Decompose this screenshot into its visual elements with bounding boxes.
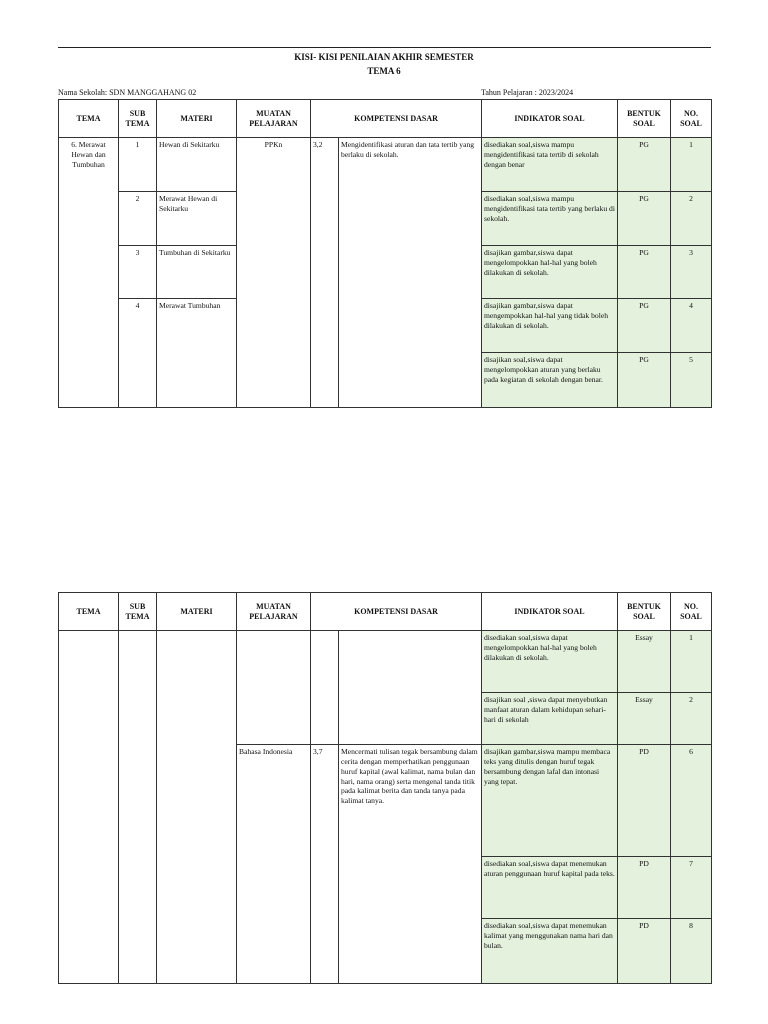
subtema-num: 3 [119, 246, 157, 299]
muatan-cell: PPKn [237, 138, 311, 408]
nomor-soal-cell: 6 [671, 745, 712, 857]
materi-cell: Hewan di Sekitarku [157, 138, 237, 192]
col-header-materi: MATERI [157, 100, 237, 138]
document-subtitle: TEMA 6 [367, 66, 401, 76]
nomor-soal-cell: 1 [671, 138, 712, 192]
nomor-soal-cell: 7 [671, 857, 712, 919]
subtema-num: 4 [119, 299, 157, 408]
col-header-kd: KOMPETENSI DASAR [311, 100, 482, 138]
tema-cell: 6. Merawat Hewan dan Tumbuhan [59, 138, 119, 408]
col-header-subtema: SUB TEMA [119, 593, 157, 631]
school-year: Tahun Pelajaran : 2023/2024 [481, 88, 574, 97]
col-header-muatan: MUATAN PELAJARAN [237, 593, 311, 631]
nomor-soal-cell: 8 [671, 919, 712, 984]
materi-cell [157, 631, 237, 984]
kd-text [339, 631, 482, 745]
col-header-indikator: INDIKATOR SOAL [482, 593, 618, 631]
col-header-subtema: SUB TEMA [119, 100, 157, 138]
kisi-table-2 [58, 592, 712, 984]
kd-number [311, 631, 339, 745]
col-header-kd: KOMPETENSI DASAR [311, 593, 482, 631]
table-row [59, 138, 712, 192]
indikator-cell: disajikan gambar,siswa dapat mengelompokkan hal-hal yang boleh dilakukan di sekolah. [482, 246, 618, 299]
subtema-num: 2 [119, 192, 157, 246]
bentuk-soal-cell: PG [618, 353, 671, 408]
bentuk-soal-cell: PG [618, 138, 671, 192]
muatan-cell [237, 631, 311, 745]
indikator-cell: disediakan soal,siswa dapat menemukan aturan penggunaan huruf kapital pada teks. [482, 857, 618, 919]
materi-cell: Merawat Hewan di Sekitarku [157, 192, 237, 246]
nomor-soal-cell: 1 [671, 631, 712, 693]
nomor-soal-cell: 2 [671, 192, 712, 246]
col-header-indikator: INDIKATOR SOAL [482, 100, 618, 138]
kd-number: 3,7 [311, 745, 339, 984]
col-header-tema: TEMA [59, 593, 119, 631]
indikator-cell: disajikan gambar,siswa mampu membaca teks yang ditulis dengan huruf tegak bersambung dengan lafal dan intonasi yang tepat. [482, 745, 618, 857]
top-rule [58, 47, 711, 48]
table-header-row [59, 100, 712, 138]
indikator-cell: disediakan soal,siswa mampu mengidentifikasi tata tertib di sekolah dengan benar [482, 138, 618, 192]
col-header-tema: TEMA [59, 100, 119, 138]
nomor-soal-cell: 2 [671, 693, 712, 745]
nomor-soal-cell: 5 [671, 353, 712, 408]
nomor-soal-cell: 4 [671, 299, 712, 353]
indikator-cell: disediakan soal,siswa dapat menemukan kalimat yang menggunakan nama hari dan bulan. [482, 919, 618, 984]
col-header-bentuk: BENTUK SOAL [618, 593, 671, 631]
nomor-soal-cell: 3 [671, 246, 712, 299]
bentuk-soal-cell: PG [618, 299, 671, 353]
bentuk-soal-cell: PD [618, 919, 671, 984]
indikator-cell: disediakan soal,siswa mampu mengidentifikasi tata tertib yang berlaku di sekolah. [482, 192, 618, 246]
col-header-bentuk: BENTUK SOAL [618, 100, 671, 138]
subtema-num: 1 [119, 138, 157, 192]
indikator-cell: disediakan soal,siswa dapat mengelompokkan hal-hal yang boleh dilakukan di sekolah. [482, 631, 618, 693]
indikator-cell: disajikan gambar,siswa dapat mengempokkan hal-hal yang tidak boleh dilakukan di sekolah. [482, 299, 618, 353]
bentuk-soal-cell: PD [618, 857, 671, 919]
col-header-muatan: MUATAN PELAJARAN [237, 100, 311, 138]
bentuk-soal-cell: PD [618, 745, 671, 857]
kd-text: Mencermati tulisan tegak bersambung dalam cerita dengan memperhatikan penggunaan huruf kapital (awal kalimat, nama bulan dan hari, nama orang) serta mengenal tanda titik pada kalimat berita dan tanda tanya pada kalimat tanya. [339, 745, 482, 984]
indikator-cell: disajikan soal ,siswa dapat menyebutkan manfaat aturan dalam kehidupan sehari-hari di sekolah [482, 693, 618, 745]
kisi-table-1 [58, 99, 712, 408]
bentuk-soal-cell: PG [618, 192, 671, 246]
indikator-cell: disajikan soal,siswa dapat mengelompokkan aturan yang berlaku pada kegiatan di sekolah dengan benar. [482, 353, 618, 408]
materi-cell: Tumbuhan di Sekitarku [157, 246, 237, 299]
kd-number: 3,2 [311, 138, 339, 408]
muatan-cell: Bahasa Indonesia [237, 745, 311, 984]
subtema-cell [119, 631, 157, 984]
kd-text: Mengidentifikasi aturan dan tata tertib yang berlaku di sekolah. [339, 138, 482, 408]
materi-cell: Merawat Tumbuhan [157, 299, 237, 408]
col-header-materi: MATERI [157, 593, 237, 631]
tema-cell [59, 631, 119, 984]
bentuk-soal-cell: PG [618, 246, 671, 299]
table-row [59, 631, 712, 693]
document-title: KISI- KISI PENILAIAN AKHIR SEMESTER [294, 52, 474, 62]
col-header-no: NO. SOAL [671, 100, 712, 138]
bentuk-soal-cell: Essay [618, 631, 671, 693]
school-name: Nama Sekolah: SDN MANGGAHANG 02 [58, 88, 197, 97]
col-header-no: NO. SOAL [671, 593, 712, 631]
table-header-row [59, 593, 712, 631]
bentuk-soal-cell: Essay [618, 693, 671, 745]
